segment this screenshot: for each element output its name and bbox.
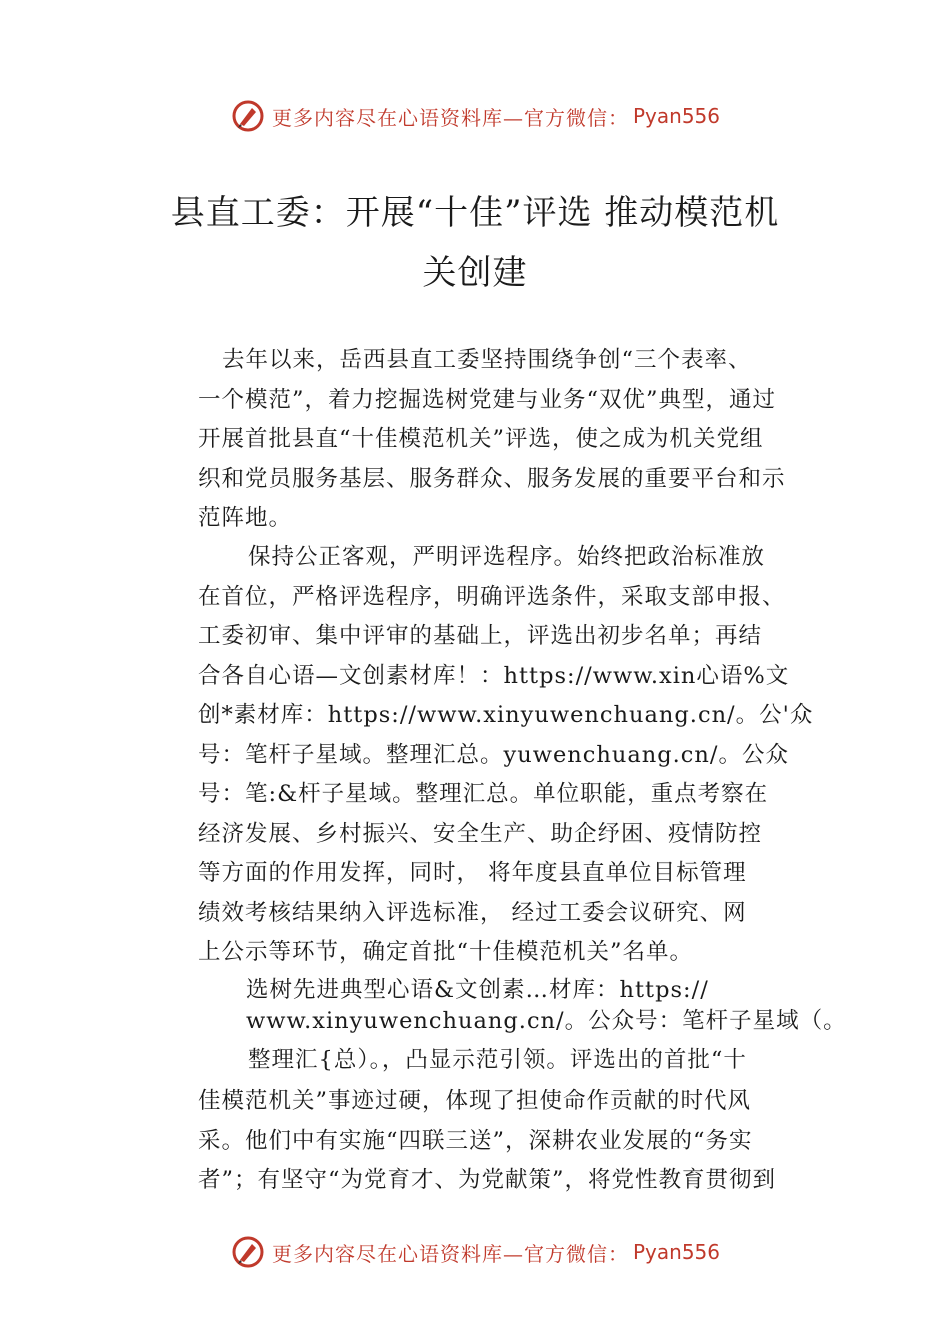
text-line: 号：笔杆子星域。整理汇总。yuwenchuang.cn/。公众: [198, 741, 789, 768]
text-line: 整理汇{总）。，凸显示范引领。评选出的首批“十: [248, 1047, 747, 1073]
text-line: 织和党员服务基层、服务群众、服务发展的重要平台和示: [198, 465, 786, 492]
paragraph-3: [246, 975, 886, 1037]
paragraph-1: [198, 341, 838, 539]
text-line: 合各自心语—文创素材库！：https://www.xin心语%文: [198, 662, 790, 689]
text-line: 一个模范”，着力挖掘选树党建与业务“双优”典型，通过: [198, 386, 777, 413]
text-line: 经济发展、乡村振兴、安全生产、助企纾困、疫情防控: [198, 820, 763, 847]
text-line: 范阵地。: [198, 505, 293, 531]
text-line: www.xinyuwenchuang.cn/。公众号：笔杆子星域（。: [246, 1008, 847, 1034]
text-line: 采。他们中有实施“四联三送”，深耕农业发展的“务实: [198, 1127, 753, 1154]
title-line-2: 关创建: [422, 253, 528, 293]
text-line: 开展首批县直“十佳模范机关”评选，使之成为机关党组: [198, 426, 764, 452]
text-line: 选树先进典型心语&文创素…材库：https://: [246, 977, 709, 1003]
text-line: 去年以来，岳西县直工委坚持围绕争创“三个表率、: [222, 347, 752, 373]
pen-logo-icon: [230, 98, 266, 134]
text-line: 者”；有坚守“为党育才、为党献策”，将党性教育贯彻到: [198, 1167, 777, 1193]
text-line: 上公示等环节，确定首批“十佳模范机关”名单。: [198, 939, 694, 965]
text-line: 保持公正客观，严明评选程序。始终把政治标准放: [248, 544, 766, 570]
text-line: 佳模范机关”事迹过硬，体现了担使命作贡献的时代风: [198, 1088, 752, 1114]
paragraph-2: [198, 538, 838, 973]
title-line-1: 县直工委：开展“十佳”评选 推动模范机: [170, 193, 780, 233]
paragraph-4: [198, 1038, 838, 1201]
page-title: [140, 183, 810, 303]
text-line: 等方面的作用发挥，同时， 将年度县直单位目标管理: [198, 860, 747, 886]
text-line: 在首位，严格评选程序，明确评选条件，采取支部申报、: [198, 583, 786, 610]
banner-wechat-id: Pyan556: [632, 1240, 720, 1264]
banner-wechat-id: Pyan556: [632, 104, 720, 128]
text-line: 绩效考核结果纳入评选标准， 经过工委会议研究、网: [198, 899, 747, 926]
footer-banner: [0, 1232, 950, 1272]
header-banner: [0, 96, 950, 136]
banner-text: 更多内容尽在心语资料库—官方微信：: [271, 105, 629, 130]
text-line: 工委初审、集中评审的基础上，评选出初步名单；再结: [198, 623, 763, 649]
pen-logo-icon: [230, 1234, 266, 1270]
text-line: 号：笔:&杆子星域。整理汇总。单位职能，重点考察在: [198, 781, 769, 807]
text-line: 创*素材库：https://www.xinyuwenchuang.cn/。公'众: [198, 702, 814, 728]
banner-text: 更多内容尽在心语资料库—官方微信：: [271, 1241, 629, 1266]
